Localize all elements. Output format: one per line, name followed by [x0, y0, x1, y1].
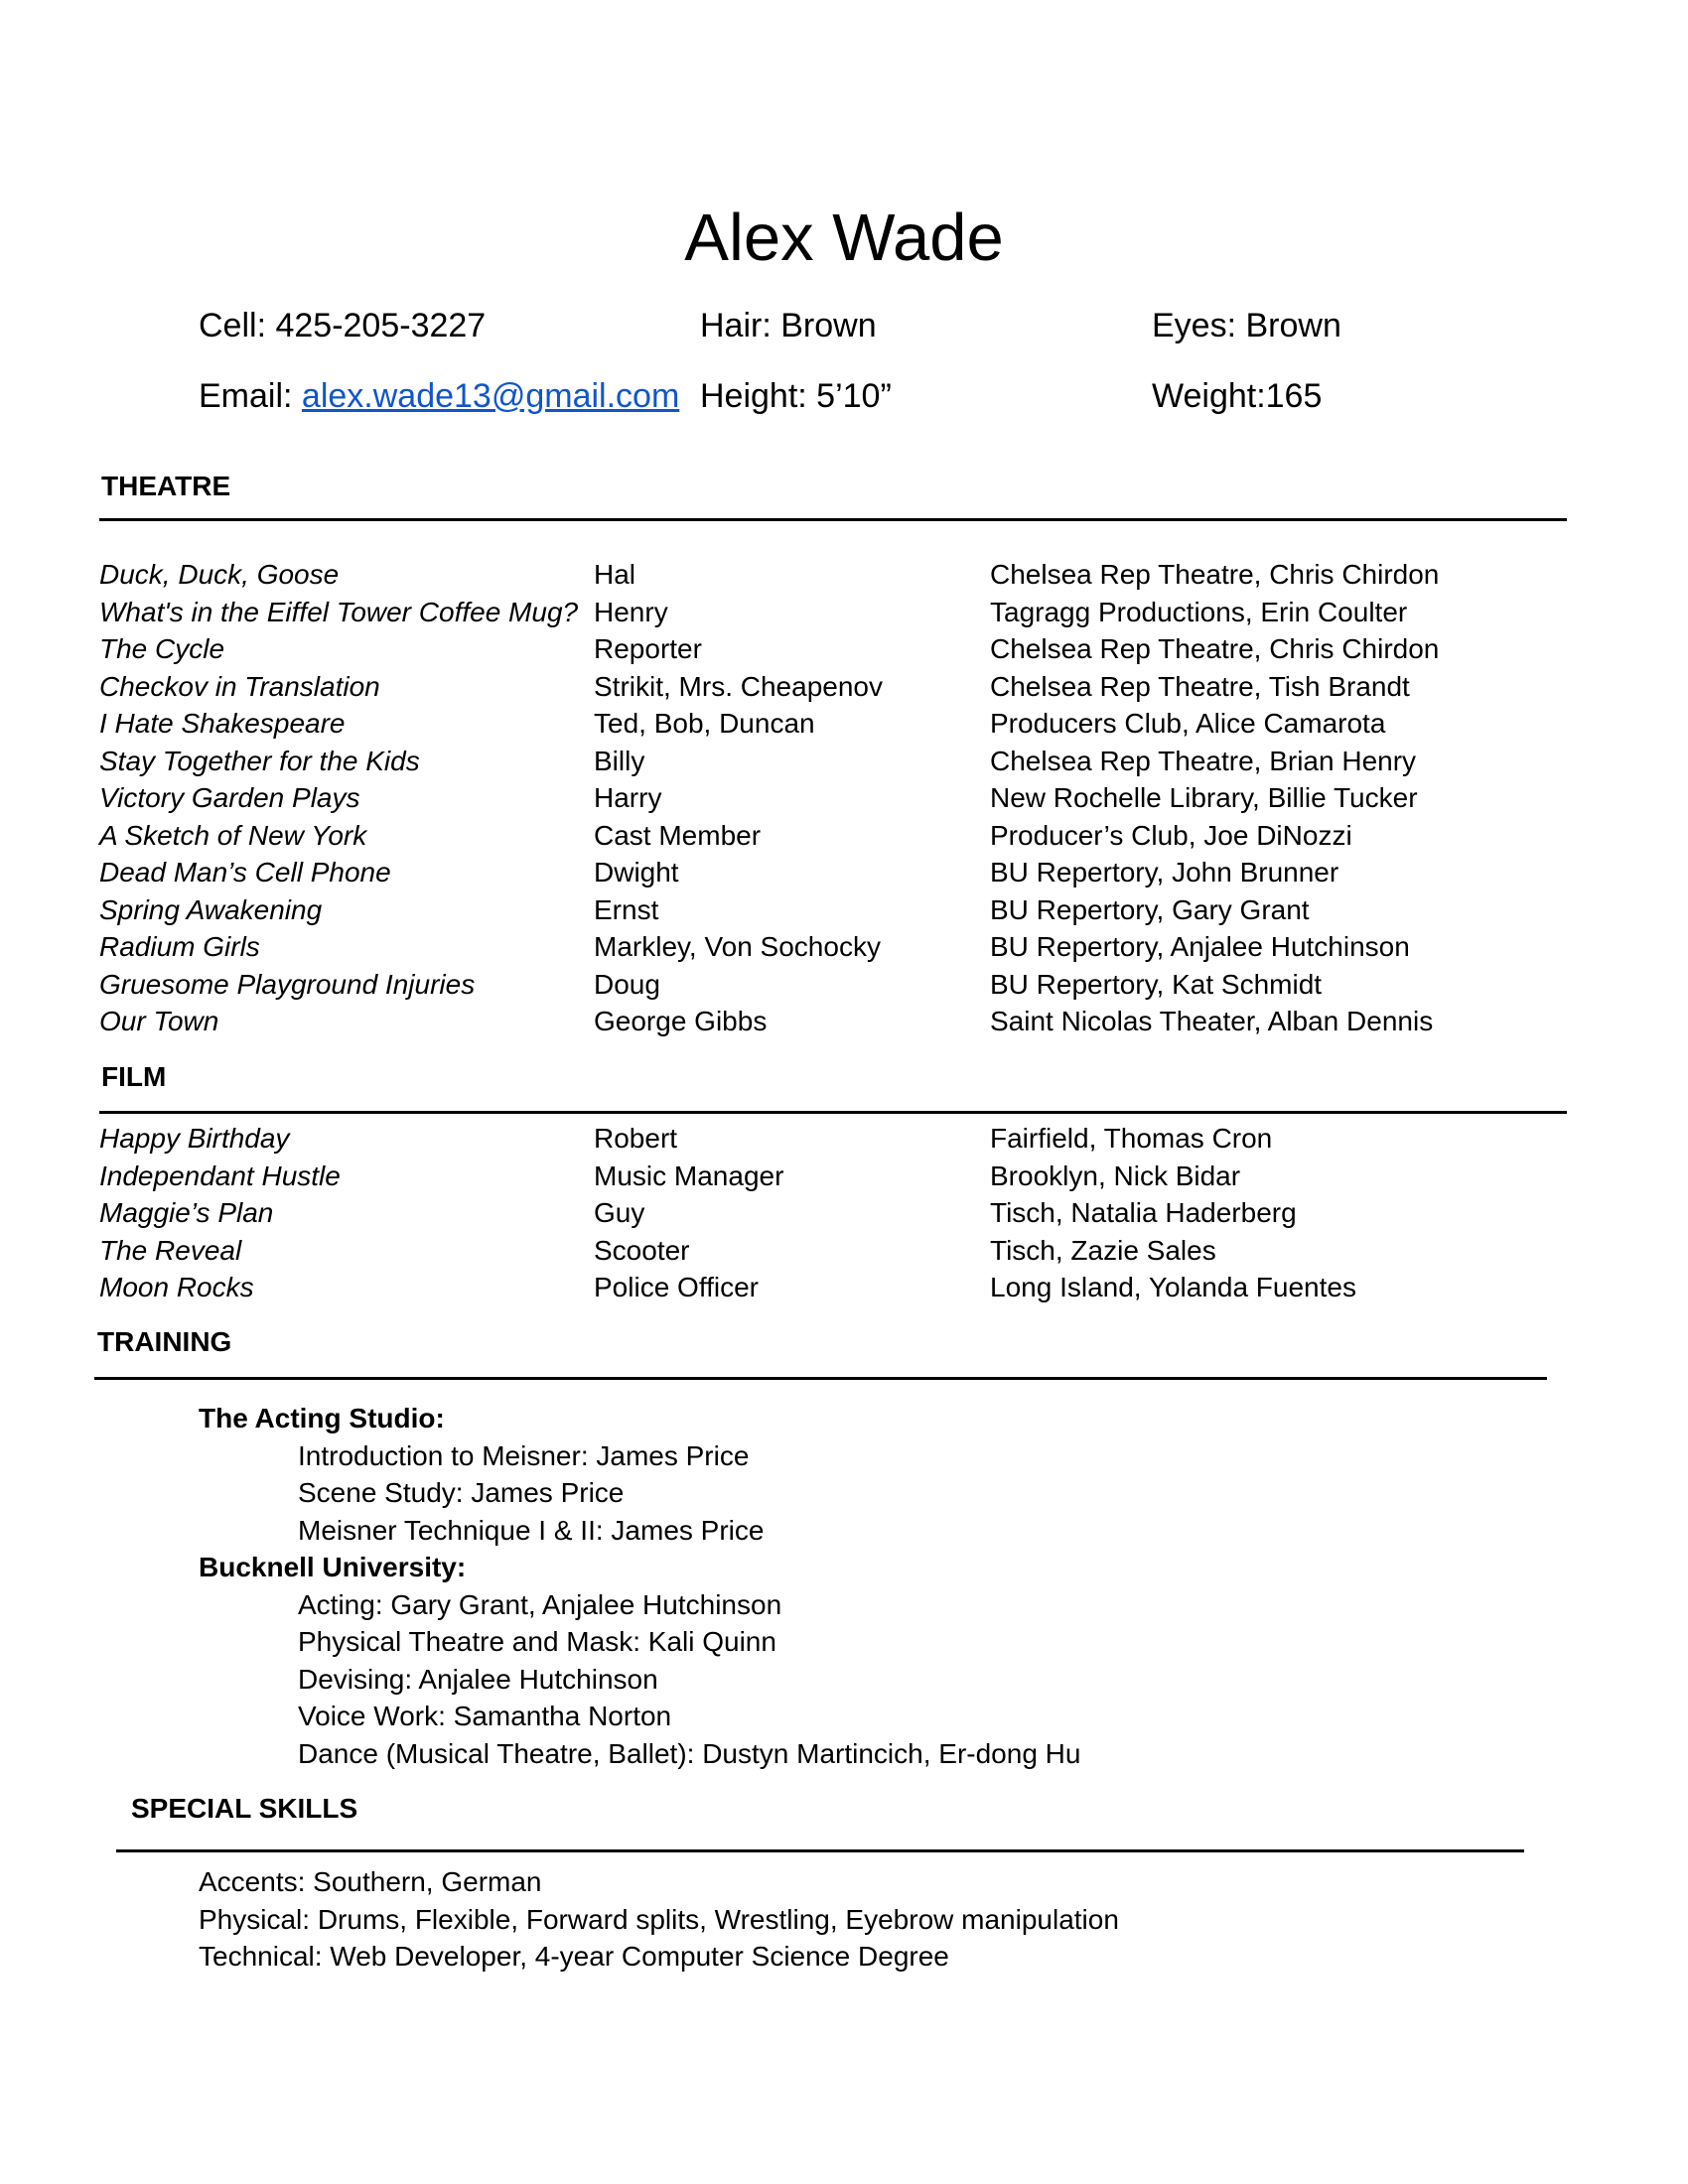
email-link[interactable]: alex.wade13@gmail.com	[301, 377, 680, 415]
email-label: Email:	[199, 377, 293, 415]
theatre-credit-row	[99, 1003, 1569, 1040]
production-title: Our Town	[99, 1006, 219, 1036]
company-director: New Rochelle Library, Billie Tucker	[990, 782, 1418, 813]
film-credit-row	[99, 1194, 1569, 1232]
company-director: Brooklyn, Nick Bidar	[990, 1160, 1241, 1191]
theatre-heading: THEATRE	[101, 471, 231, 501]
theatre-credit-row	[99, 817, 1569, 855]
training-course: Introduction to Meisner: James Price	[298, 1439, 750, 1471]
company-director: Tagragg Productions, Erin Coulter	[990, 596, 1408, 627]
production-title: Gruesome Playground Injuries	[99, 968, 476, 1000]
company-director: BU Repertory, John Brunner	[990, 857, 1339, 887]
cell-phone: Cell: 425-205-3227	[199, 307, 487, 344]
training-heading: TRAINING	[97, 1326, 232, 1357]
film-heading: FILM	[101, 1061, 167, 1092]
film-credit-row	[99, 1158, 1569, 1195]
production-title: I Hate Shakespeare	[99, 708, 346, 739]
role: Markley, Von Sochocky	[594, 931, 881, 962]
production-title: Checkov in Translation	[99, 670, 380, 702]
weight: Weight:165	[1152, 377, 1323, 415]
production-title: Happy Birthday	[99, 1123, 290, 1154]
company-director: BU Repertory, Gary Grant	[990, 893, 1310, 925]
theatre-credit-row	[99, 594, 1569, 631]
theatre-credit-row	[99, 705, 1569, 743]
role: Music Manager	[594, 1160, 784, 1191]
production-title: Independant Hustle	[99, 1160, 341, 1191]
company-director: Tisch, Zazie Sales	[990, 1234, 1216, 1266]
production-title: Spring Awakening	[99, 893, 323, 925]
film-credit-row	[99, 1232, 1569, 1270]
height: Height: 5’10”	[700, 377, 892, 415]
company-director: Saint Nicolas Theater, Alban Dennis	[990, 1006, 1434, 1036]
skill-item: Accents: Southern, German	[199, 1866, 542, 1897]
training-course: Voice Work: Samantha Norton	[298, 1701, 672, 1731]
film-credit-row	[99, 1120, 1569, 1158]
role: Strikit, Mrs. Cheapenov	[594, 670, 883, 702]
training-course: Physical Theatre and Mask: Kali Quinn	[298, 1626, 776, 1657]
film-credits	[99, 1120, 1569, 1306]
company-director: BU Repertory, Kat Schmidt	[990, 968, 1323, 1000]
skills-divider	[116, 1849, 1524, 1852]
role: Robert	[594, 1123, 678, 1154]
theatre-credit-row	[99, 854, 1569, 891]
production-title: Maggie’s Plan	[99, 1197, 274, 1228]
role: Reporter	[594, 633, 702, 664]
skill-item: Technical: Web Developer, 4-year Computer Science Degree	[199, 1941, 949, 1972]
production-title: What's in the Eiffel Tower Coffee Mug?	[99, 596, 579, 627]
role: Doug	[594, 968, 660, 1000]
role: Harry	[594, 782, 662, 813]
training-course: Devising: Anjalee Hutchinson	[298, 1663, 658, 1695]
company-director: Chelsea Rep Theatre, Brian Henry	[990, 745, 1417, 776]
skill-item: Physical: Drums, Flexible, Forward splits, Wrestling, Eyebrow manipulation	[199, 1903, 1119, 1935]
production-title: The Reveal	[99, 1234, 242, 1266]
theatre-credit-row	[99, 556, 1569, 594]
role: George Gibbs	[594, 1006, 768, 1036]
role: Scooter	[594, 1234, 690, 1266]
role: Hal	[594, 559, 636, 590]
hair-color: Hair: Brown	[700, 307, 877, 344]
production-title: Duck, Duck, Goose	[99, 559, 340, 590]
film-credit-row	[99, 1269, 1569, 1306]
page-title: Alex Wade	[684, 201, 1004, 275]
production-title: Victory Garden Plays	[99, 782, 360, 813]
theatre-credits	[99, 556, 1569, 1040]
training-school: The Acting Studio:	[199, 1403, 445, 1433]
company-director: BU Repertory, Anjalee Hutchinson	[990, 931, 1410, 962]
training-school: Bucknell University:	[199, 1552, 467, 1582]
film-divider	[99, 1111, 1567, 1114]
production-title: Stay Together for the Kids	[99, 745, 420, 776]
company-director: Fairfield, Thomas Cron	[990, 1123, 1273, 1154]
theatre-credit-row	[99, 668, 1569, 706]
company-director: Chelsea Rep Theatre, Tish Brandt	[990, 670, 1410, 702]
theatre-credit-row	[99, 630, 1569, 668]
role: Cast Member	[594, 819, 762, 851]
training-course: Dance (Musical Theatre, Ballet): Dustyn Martincich, Er-dong Hu	[298, 1737, 1081, 1769]
company-director: Chelsea Rep Theatre, Chris Chirdon	[990, 633, 1440, 664]
role: Ted, Bob, Duncan	[594, 708, 815, 739]
role: Dwight	[594, 857, 679, 887]
skills-list	[199, 1863, 1119, 1976]
theatre-credit-row	[99, 891, 1569, 929]
production-title: The Cycle	[99, 633, 225, 664]
role: Police Officer	[594, 1272, 759, 1302]
company-director: Producers Club, Alice Camarota	[990, 708, 1386, 739]
production-title: A Sketch of New York	[99, 819, 367, 851]
training-divider	[94, 1377, 1547, 1380]
theatre-credit-row	[99, 966, 1569, 1004]
role: Henry	[594, 596, 668, 627]
training-course: Acting: Gary Grant, Anjalee Hutchinson	[298, 1588, 782, 1620]
theatre-divider	[99, 518, 1567, 521]
company-director: Producer’s Club, Joe DiNozzi	[990, 819, 1352, 851]
production-title: Radium Girls	[99, 931, 260, 962]
theatre-credit-row	[99, 779, 1569, 817]
company-director: Long Island, Yolanda Fuentes	[990, 1272, 1356, 1302]
company-director: Chelsea Rep Theatre, Chris Chirdon	[990, 559, 1440, 590]
role: Ernst	[594, 893, 659, 925]
eye-color: Eyes: Brown	[1152, 307, 1341, 344]
training-course: Scene Study: James Price	[298, 1477, 625, 1508]
email-line	[199, 374, 679, 418]
production-title: Moon Rocks	[99, 1272, 254, 1302]
theatre-credit-row	[99, 743, 1569, 780]
production-title: Dead Man’s Cell Phone	[99, 857, 391, 887]
training-course: Meisner Technique I & II: James Price	[298, 1514, 765, 1546]
role: Guy	[594, 1197, 645, 1228]
company-director: Tisch, Natalia Haderberg	[990, 1197, 1297, 1228]
training-list	[199, 1400, 1080, 1772]
role: Billy	[594, 745, 645, 776]
skills-heading: SPECIAL SKILLS	[131, 1793, 358, 1824]
theatre-credit-row	[99, 928, 1569, 966]
